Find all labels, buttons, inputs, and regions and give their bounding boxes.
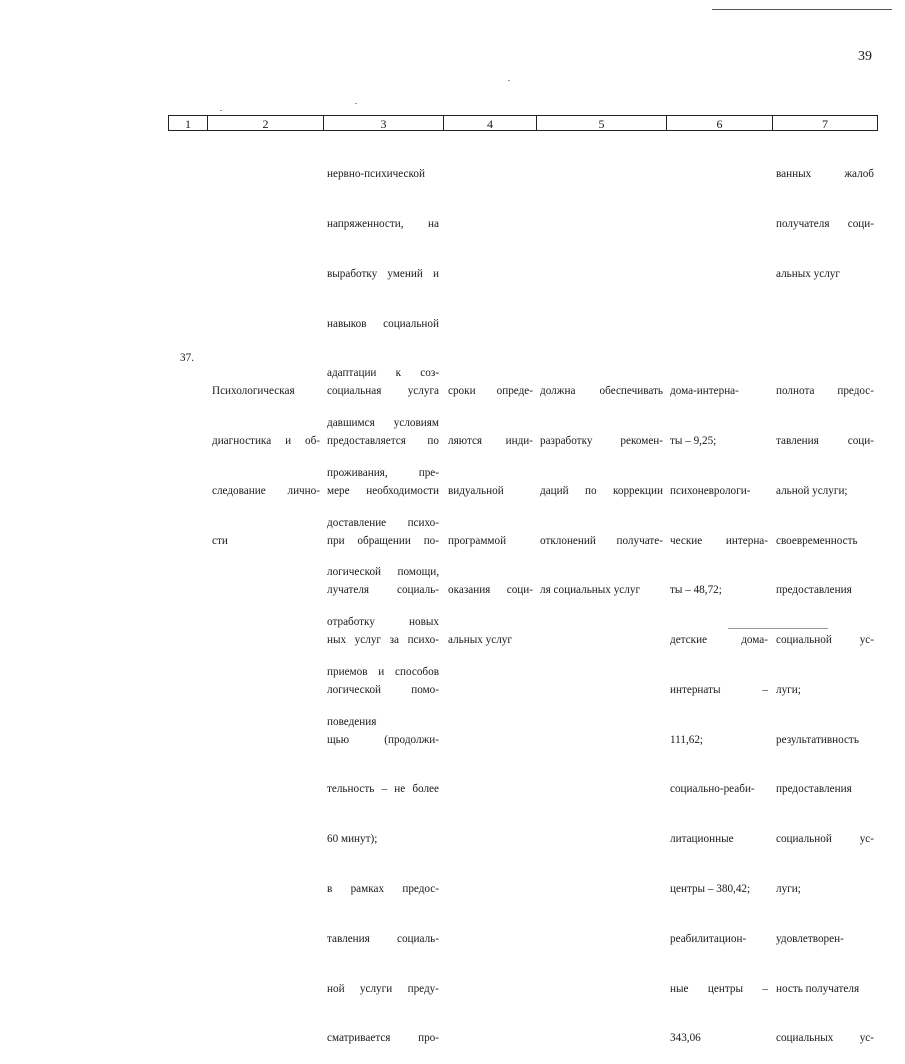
text-line: лучателя социаль- bbox=[327, 584, 439, 597]
text-line: психоневрологи- bbox=[670, 484, 751, 497]
text-line: ческие интерна- bbox=[670, 534, 768, 547]
text-line: сти bbox=[212, 534, 228, 547]
text-line: отклонений получате- bbox=[540, 534, 663, 547]
row-number: 37. bbox=[180, 352, 194, 364]
text-line: результативность bbox=[776, 733, 859, 746]
text-line: видуальной bbox=[448, 484, 504, 497]
text-line: ность получателя bbox=[776, 982, 860, 995]
text-line: альных услуг bbox=[776, 267, 840, 280]
text-line: предоставления bbox=[776, 783, 852, 796]
text-line: оказания соци- bbox=[448, 584, 533, 597]
text-line: ной услуги преду- bbox=[327, 982, 439, 995]
text-line: следование лично- bbox=[212, 484, 320, 497]
scan-speck bbox=[355, 103, 357, 104]
continuation-col7 bbox=[776, 133, 874, 299]
top-rule bbox=[712, 9, 892, 10]
text-line: диагностика и об- bbox=[212, 434, 320, 447]
row37-col2-service-name bbox=[212, 350, 320, 566]
row37-col6-tariffs bbox=[670, 350, 768, 1064]
text-line: социально-реаби- bbox=[670, 783, 755, 796]
scan-speck bbox=[508, 80, 510, 81]
page-number: 39 bbox=[858, 49, 872, 64]
text-line: адаптации к соз- bbox=[327, 367, 439, 380]
text-line: сроки опреде- bbox=[448, 385, 533, 398]
text-line: проживания, пре- bbox=[327, 466, 439, 479]
text-line: даций по коррекции bbox=[540, 484, 663, 497]
text-line: полнота предос- bbox=[776, 385, 874, 398]
text-line: интернаты – bbox=[670, 683, 768, 696]
header-col-4: 4 bbox=[443, 115, 537, 131]
text-line: давшимся условиям bbox=[327, 417, 439, 430]
text-line: тавления социаль- bbox=[327, 932, 439, 945]
text-line: при обращении по- bbox=[327, 534, 439, 547]
text-line: получателя соци- bbox=[776, 217, 874, 230]
row37-col3-description bbox=[327, 350, 439, 1064]
text-line: Психологическая bbox=[212, 385, 295, 398]
text-line: программой bbox=[448, 534, 507, 547]
text-line: луги; bbox=[776, 683, 801, 696]
text-line: ляются инди- bbox=[448, 434, 533, 447]
text-line: 60 минут); bbox=[327, 833, 378, 846]
text-line: альной услуги; bbox=[776, 484, 848, 497]
text-line: ные центры – bbox=[670, 982, 768, 995]
text-line: реабилитацион- bbox=[670, 932, 747, 945]
text-line: предоставляется по bbox=[327, 434, 439, 447]
bottom-rule bbox=[728, 628, 828, 629]
text-line: мере необходимости bbox=[327, 484, 439, 497]
header-col-3: 3 bbox=[323, 115, 444, 131]
text-line: разработку рекомен- bbox=[540, 434, 663, 447]
text-line: логической помо- bbox=[327, 683, 439, 696]
text-line: социальной ус- bbox=[776, 634, 874, 647]
text-line: ты – 9,25; bbox=[670, 434, 717, 447]
text-line: альных услуг bbox=[448, 634, 512, 647]
text-line: предоставления bbox=[776, 584, 852, 597]
text-line: 343,06 bbox=[670, 1032, 701, 1045]
text-line: ванных жалоб bbox=[776, 168, 874, 181]
row37-col7-quality bbox=[776, 350, 874, 1064]
text-line: должна обеспечивать bbox=[540, 385, 663, 398]
header-col-1: 1 bbox=[168, 115, 208, 131]
text-line: социальных ус- bbox=[776, 1032, 874, 1045]
text-line: луги; bbox=[776, 883, 801, 895]
text-line: удовлетворен- bbox=[776, 932, 844, 945]
text-line: тельность – не более bbox=[327, 783, 439, 796]
text-line: напряженности, на bbox=[327, 217, 439, 230]
text-line: социальной ус- bbox=[776, 833, 874, 846]
text-line: доставление психо- bbox=[327, 516, 439, 529]
scan-speck bbox=[220, 110, 222, 111]
text-line: приемов и способов bbox=[327, 666, 439, 678]
text-line: выработку умений и bbox=[327, 267, 439, 280]
row37-col5-standard bbox=[540, 350, 663, 616]
text-line: социальная услуга bbox=[327, 385, 439, 398]
header-col-7: 7 bbox=[772, 115, 878, 131]
text-line: поведения bbox=[327, 715, 377, 728]
text-line: навыков социальной bbox=[327, 317, 439, 330]
text-line: своевременность bbox=[776, 534, 858, 547]
text-line: ля социальных услуг bbox=[540, 584, 641, 597]
header-col-5: 5 bbox=[536, 115, 667, 131]
text-line: тавления соци- bbox=[776, 434, 874, 447]
text-line: литационные bbox=[670, 833, 734, 846]
text-line: ных услуг за психо- bbox=[327, 634, 439, 647]
text-line: центры – 380,42; bbox=[670, 883, 751, 895]
text-line: 111,62; bbox=[670, 733, 704, 746]
text-line: отработку новых bbox=[327, 616, 439, 629]
header-col-6: 6 bbox=[666, 115, 773, 131]
text-line: дома-интерна- bbox=[670, 385, 739, 398]
text-line: щью (продолжи- bbox=[327, 733, 439, 746]
text-line: нервно-психической bbox=[327, 168, 425, 181]
row37-col4-terms bbox=[448, 350, 533, 665]
text-line: в рамках предос- bbox=[327, 883, 439, 895]
text-line: ты – 48,72; bbox=[670, 584, 722, 597]
text-line: детские дома- bbox=[670, 634, 768, 647]
text-line: сматривается про- bbox=[327, 1032, 439, 1045]
header-col-2: 2 bbox=[207, 115, 324, 131]
text-line: логической помощи, bbox=[327, 566, 439, 579]
